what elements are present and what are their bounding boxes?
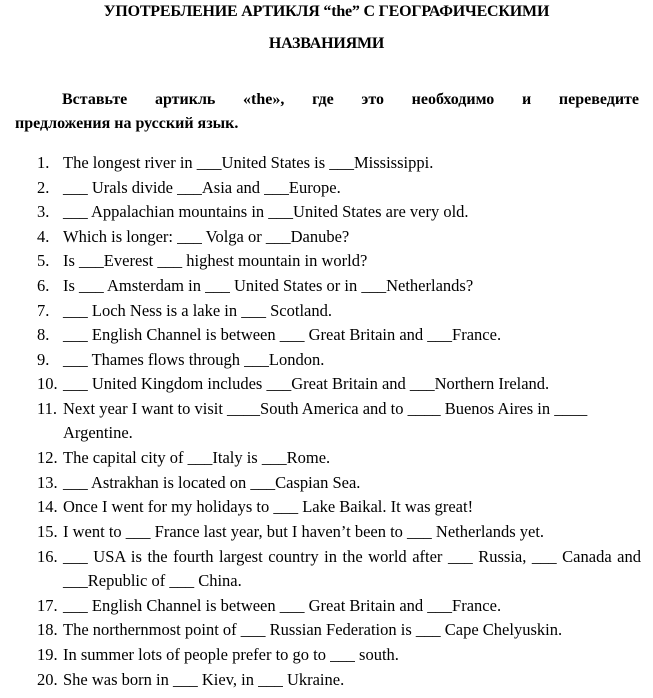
- exercise-item: [37, 225, 641, 249]
- item-text: ___ Astrakhan is located on ___Caspian Sea.: [63, 472, 361, 492]
- exercise-item: [37, 372, 641, 396]
- item-text: ___ Thames flows through ___London.: [63, 349, 325, 369]
- exercise-item: [37, 323, 641, 347]
- worksheet-title-continued: НАЗВАНИЯМИ: [268, 35, 385, 52]
- item-number: 16.: [37, 546, 58, 566]
- exercise-item: [37, 274, 641, 298]
- instructions-line-1: Вставьте артикль «the», где это необходимо и переведите: [62, 91, 639, 108]
- exercise-item: [37, 200, 641, 224]
- item-number: 20.: [37, 669, 58, 689]
- item-text: The longest river in ___United States is ___Mississippi.: [63, 153, 434, 172]
- item-number: 17.: [37, 595, 58, 615]
- item-number: 8.: [37, 325, 50, 345]
- item-text: The capital city of ___Italy is ___Rome.: [63, 448, 331, 468]
- item-number: 6.: [37, 276, 50, 295]
- item-number: 7.: [37, 300, 50, 320]
- item-text: ___ United Kingdom includes ___Great Britain and ___Northern Ireland.: [63, 374, 550, 394]
- item-text: Which is longer: ___ Volga or ___Danube?: [63, 226, 350, 246]
- item-number: 11.: [37, 399, 58, 418]
- exercise-item: [37, 299, 641, 323]
- item-text: In summer lots of people prefer to go to ___ south.: [63, 645, 399, 664]
- item-number: 3.: [37, 202, 50, 222]
- item-text: ___ English Channel is between ___ Great Britain and ___France.: [63, 595, 502, 615]
- item-text: Is ___ Amsterdam in ___ United States or in ___Netherlands?: [63, 276, 474, 295]
- instructions: [15, 88, 639, 136]
- item-text: ___ USA is the fourth largest country in the world after ___ Russia, ___ Canada and ___Republic of ___ China.: [63, 546, 641, 590]
- item-text: ___ English Channel is between ___ Great Britain and ___France.: [63, 325, 502, 345]
- instructions-line-2: предложения на русский язык.: [15, 115, 239, 132]
- exercise-item: [37, 545, 641, 593]
- item-text: Next year I want to visit ____South America and to ____ Buenos Aires in ____ Argentine.: [63, 399, 588, 442]
- item-number: 18.: [37, 620, 58, 640]
- item-text: She was born in ___ Kiev, in ___ Ukraine.: [63, 669, 345, 689]
- item-number: 15.: [37, 522, 58, 541]
- exercise-item: [37, 348, 641, 372]
- item-number: 4.: [37, 226, 50, 246]
- exercise-item: [37, 446, 641, 470]
- item-number: 14.: [37, 497, 58, 517]
- item-text: ___ Urals divide ___Asia and ___Europe.: [63, 177, 341, 197]
- item-number: 19.: [37, 645, 58, 664]
- item-text: Is ___Everest ___ highest mountain in world?: [63, 251, 368, 271]
- item-number: 12.: [37, 448, 58, 468]
- exercise-item: [37, 594, 641, 618]
- item-number: 9.: [37, 349, 50, 369]
- item-number: 1.: [37, 153, 50, 172]
- exercise-item: [37, 397, 641, 445]
- item-number: 2.: [37, 177, 50, 197]
- item-text: ___ Loch Ness is a lake in ___ Scotland.: [63, 300, 332, 320]
- exercise-item: [37, 643, 641, 667]
- exercise-item: [37, 249, 641, 273]
- exercise-item: [37, 151, 641, 175]
- worksheet-title: УПОТРЕБЛЕНИЕ АРТИКЛЯ “the” С ГЕОГРАФИЧЕСКИМИ: [103, 3, 550, 20]
- item-number: 13.: [37, 472, 58, 492]
- exercise-item: [37, 618, 641, 642]
- item-text: ___ Appalachian mountains in ___United States are very old.: [63, 202, 469, 222]
- item-text: The northernmost point of ___ Russian Federation is ___ Cape Chelyuskin.: [63, 620, 563, 640]
- exercise-item: [37, 520, 641, 544]
- item-number: 10.: [37, 374, 58, 394]
- exercise-item: [37, 471, 641, 495]
- exercise-item: [37, 176, 641, 200]
- exercise-item: [37, 668, 641, 692]
- item-text: I went to ___ France last year, but I haven’t been to ___ Netherlands yet.: [63, 522, 545, 541]
- item-number: 5.: [37, 251, 50, 271]
- item-text: Once I went for my holidays to ___ Lake Baikal. It was great!: [63, 497, 474, 517]
- exercise-item: [37, 495, 641, 519]
